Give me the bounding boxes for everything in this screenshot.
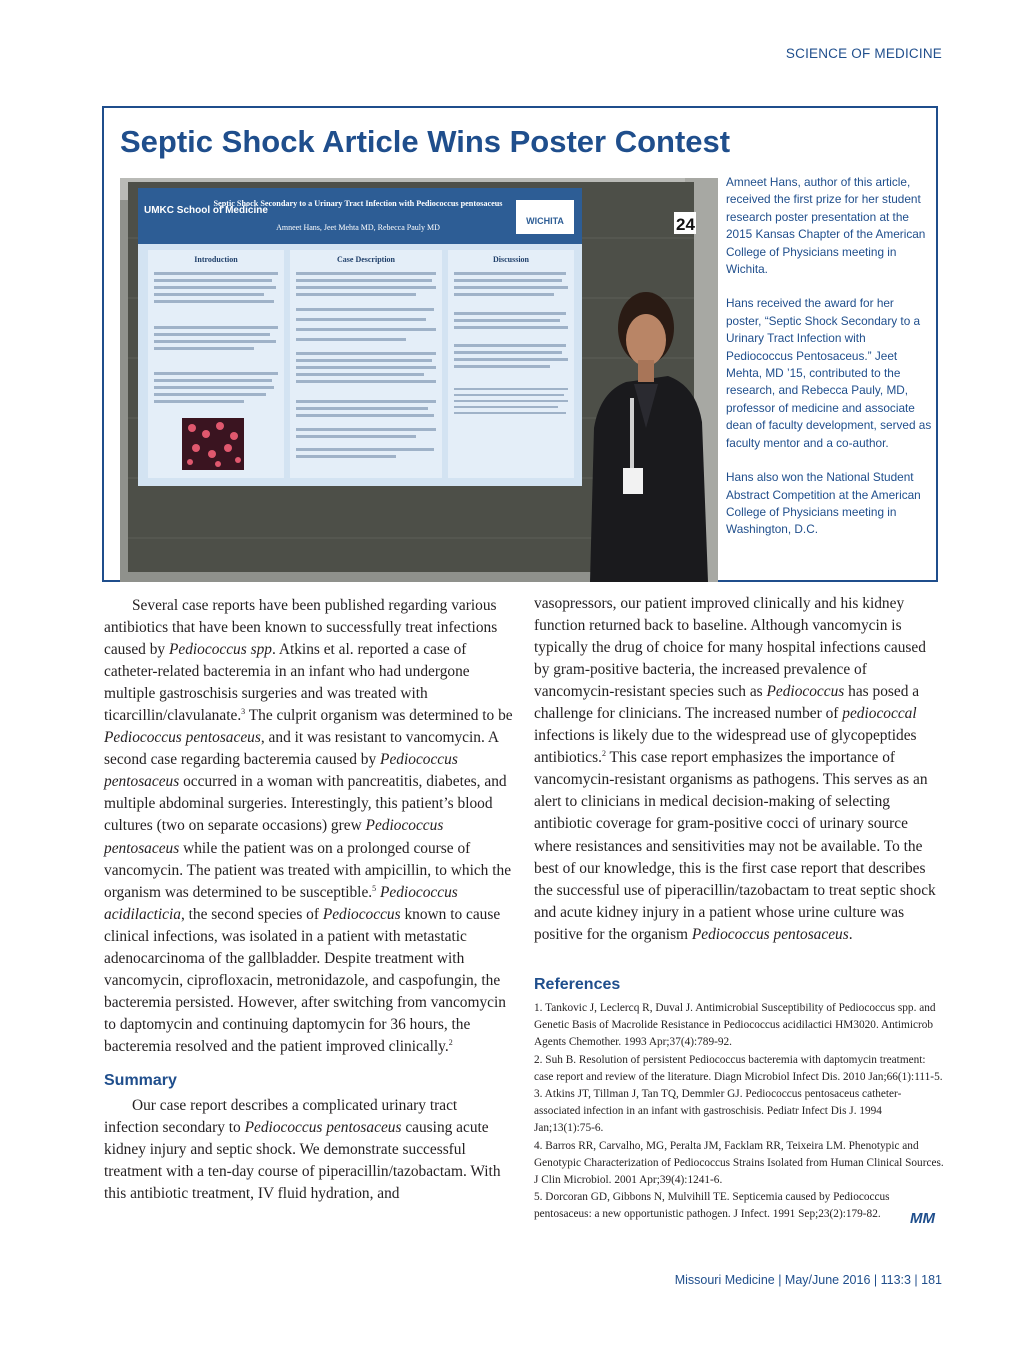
poster-authors: Amneet Hans, Jeet Mehta MD, Rebecca Pauly MD [276, 223, 440, 232]
reference-item: 4. Barros RR, Carvalho, MG, Peralta JM, Facklam RR, Teixeira LM. Phenotypic and Genotypic Characterization of Pediococcus Strains Isolated from Human Clinical Sources. J Clin Microbiol. 2001 Apr;39(4):1241-6. [534, 1139, 944, 1187]
feature-box [102, 106, 938, 582]
body-paragraph: Several case reports have been published regarding various antibiotics that have been known to successfully treat infections caused by Pediococcus spp. Atkins et al. reported a case of catheter-related bacteremia in an infant who had undergone multiple gastroschisis surgeries and was treated with ticarcillin/clavulanate.$^3$ The culprit organism was determined to be Pediococcus pentosaceus, and it was resistant to vancomycin. A second case regarding bacteremia caused by Pediococcus pentosaceus occurred in a woman with pancreatitis, diabetes, and multiple abdominal surgeries. Interestingly, this patient’s blood cultures (two on separate occasions) grew Pediococcus pentosaceus while the patient was on a prolonged course of vancomycin. The patient was treated with ampicillin, to which the organism was determined to be susceptible.$^5$ Pediococcus acidilacticia, the second species of Pediococcus known to cause clinical infections, was isolated in a patient with metastatic adenocarcinoma of the gallbladder. Despite treatment with vancomycin, ciprofloxacin, metronidazole, and caspofungin, the bacteremia persisted. However, after switching from vancomycin to daptomycin and continuing daptomycin for 36 hours, the bacteremia resolved and the patient improved clinically.$^2$ [104, 597, 513, 1055]
booth-number: 24 [676, 215, 695, 234]
body-paragraph: Our case report describes a complicated urinary tract infection secondary to Pediococcus pentosaceus causing acute kidney injury and septic shock. We demonstrate successful treatment with a ten-day course of piperacillin/tazobactam. With this antibiotic treatment, IV fluid hydration, and [104, 1096, 501, 1203]
references-heading: References [534, 976, 621, 993]
journal-logo: MM [910, 1210, 935, 1227]
poster-section-introduction: Introduction [194, 255, 238, 264]
poster-section-discussion: Discussion [492, 255, 530, 264]
caption-paragraph: Hans received the award for her poster, “Septic Shock Secondary to a Urinary Tract Infection with Pediococcus Pentosaceus.” Jeet Mehta, MD ’15, contributed to the research, and Rebecca Pauly, MD, professor of medicine and associate dean of faculty development, served as faculty mentor and a co-author. [726, 296, 932, 450]
feature-title: Septic Shock Article Wins Poster Contest [120, 124, 731, 159]
poster-section-case: Case Description [337, 255, 395, 264]
reference-item: 5. Dorcoran GD, Gibbons N, Mulvihill TE. Septicemia caused by Pediococcus pentosaceus: a new opportunistic pathogen. J Infect. 1991 Sep;23(2):179-82. [534, 1191, 890, 1221]
article-column-right [534, 593, 944, 946]
reference-item: 2. Suh B. Resolution of persistent Pediococcus bacteremia with daptomycin treatment: case report and review of the literature. Diagn Microbiol Infect Dis. 2010 Jan;66(1):111-5. [534, 1053, 943, 1083]
poster-school: UMKC School of Medicine [144, 205, 268, 216]
references-list [534, 1000, 944, 1224]
photo-caption [726, 174, 932, 556]
section-label: SCIENCE OF MEDICINE [785, 46, 942, 61]
research-poster [138, 188, 582, 486]
summary-heading: Summary [104, 1071, 177, 1089]
caption-paragraph: Amneet Hans, author of this article, received the first prize for her student research poster presentation at the 2015 Kansas Chapter of the American College of Physicians meeting in Wichita. [726, 175, 926, 277]
body-paragraph-continued: vasopressors, our patient improved clinically and his kidney function returned back to baseline. Although vancomycin is typically the drug of choice for many hospital infections caused by gram-positive bacteria, the increased prevalence of vancomycin-resistant species such as Pediococcus has posed a challenge for clinicians. The increased number of pediococcal infections is likely due to the widespread use of glycopeptides antibiotics.$^2$ This case report emphasizes the importance of vancomycin-resistant organisms as pathogens. This serves as an alert to clinicians in medical decision-making of selecting antibiotic coverage for gram-positive cocci of urinary source where resistances and sensitivities may not be available. To the best of our knowledge, this is the first case report that describes the successful use of piperacillin/tazobactam to treat septic shock and acute kidney injury in a patient whose urine culture was positive for the organism Pediococcus pentosaceus. [534, 595, 936, 943]
article-column-left [104, 595, 514, 1205]
page-footer: Missouri Medicine | May/June 2016 | 113:3 | 181 [674, 1273, 942, 1287]
reference-item: 1. Tankovic J, Leclercq R, Duval J. Antimicrobial Susceptibility of Pediococcus spp. and Genetic Basis of Macrolide Resistance in Pediococcus acidilactici HM3020. Antimicrob Agents Chemother. 1993 Apr;37(4):789-92. [534, 1002, 936, 1049]
caption-paragraph: Hans also won the National Student Abstract Competition at the American College of Physicians meeting in Washington, D.C. [726, 470, 921, 537]
poster-photo [120, 178, 718, 582]
poster-university: WICHITA [526, 216, 564, 226]
poster-title: Septic Shock Secondary to a Urinary Tract Infection with Pediococcus pentosaceus [213, 199, 503, 208]
reference-item: 3. Atkins JT, Tillman J, Tan TQ, Demmler GJ. Pediococcus pentosaceus catheter-associated infection in an infant with gastroschisis. Pediatr Infect Dis J. 1994 Jan;13(1):75-6. [534, 1088, 902, 1135]
